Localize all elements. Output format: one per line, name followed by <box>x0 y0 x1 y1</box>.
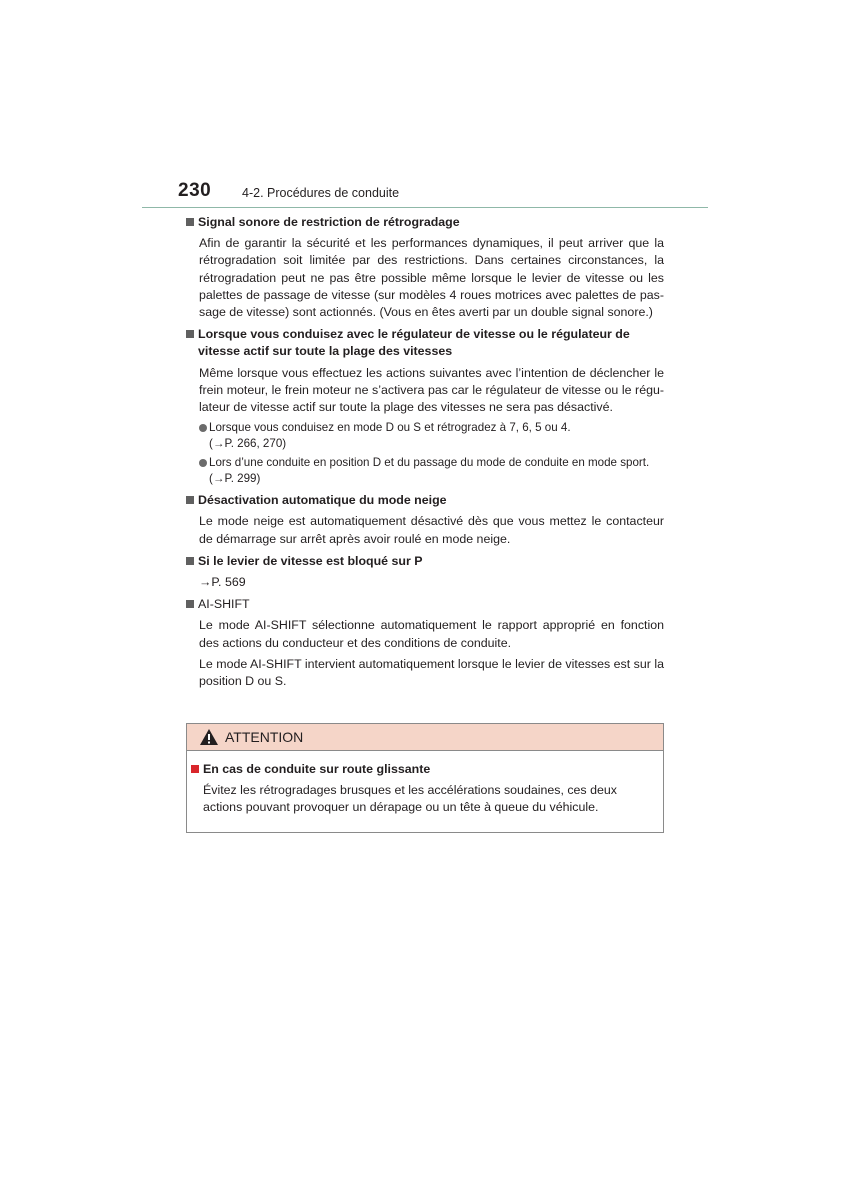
warning-header <box>187 724 663 751</box>
square-bullet-icon <box>186 496 194 504</box>
chapter-title: 4-2. Procédures de conduite <box>242 186 400 200</box>
paragraph: Même lorsque vous effectuez les actions suivantes avec l’intention de déclencher le frein moteur, le frein moteur ne s’activera pas car le régulateur de vitesse ou le régu-lateur de vitesse actif sur toute la plage des vitesses ne sera pas désactivé. <box>199 365 664 415</box>
square-bullet-icon <box>186 218 194 226</box>
warning-label: ATTENTION <box>225 729 304 745</box>
section-snow-mode <box>186 492 664 548</box>
round-bullet-icon <box>199 459 207 467</box>
warning-body <box>187 751 663 817</box>
square-bullet-icon <box>186 600 194 608</box>
square-bullet-icon <box>186 330 194 338</box>
section-title: Désactivation automatique du mode neige <box>198 493 447 508</box>
main-content <box>186 214 664 695</box>
header-divider <box>142 207 708 208</box>
section-title: Si le levier de vitesse est bloqué sur P <box>198 553 423 568</box>
section-heading <box>186 596 664 613</box>
section-title: AI-SHIFT <box>198 597 250 612</box>
section-heading <box>186 553 664 570</box>
section-heading <box>186 214 664 231</box>
warning-triangle-icon <box>199 728 219 746</box>
list-item-text: Lors d’une conduite en position D et du passage du mode de conduite en mode sport. <box>209 456 650 470</box>
section-title: Lorsque vous conduisez avec le régulateur de vitesse ou le régulateur de vitesse actif sur toute la plage des vitesses <box>198 327 630 359</box>
section-title: Signal sonore de restriction de rétrogradage <box>198 215 460 229</box>
section-heading <box>186 326 664 360</box>
section-heading <box>186 492 664 509</box>
warning-heading <box>191 761 663 778</box>
warning-text: Évitez les rétrogradages brusques et les accélérations soudaines, ces deux actions pouvant provoquer un dérapage ou un tête à queue du véhicule. <box>203 783 617 815</box>
list-item <box>199 455 664 487</box>
list-item <box>199 420 664 452</box>
page-reference: →P. 569 <box>199 575 246 590</box>
square-bullet-icon <box>186 557 194 565</box>
paragraph: Le mode AI-SHIFT sélectionne automatiquement le rapport approprié en fonction des actions du conducteur et des conditions de conduite. <box>199 618 664 650</box>
page-reference: (→P. 299) <box>209 472 261 486</box>
page-number: 230 <box>178 180 212 201</box>
red-square-bullet-icon <box>191 765 199 773</box>
section-lever-locked <box>186 553 664 591</box>
warning-title: En cas de conduite sur route glissante <box>203 762 431 776</box>
paragraph: Afin de garantir la sécurité et les performances dynamiques, il peut arriver que la rétrogradation soit limitée par des restrictions. Dans certaines circonstances, la rétrogradation peut ne pas être possible même lorsque le levier de vitesse ou les palettes de passage de vitesse (sur modèles 4 roues motrices avec palettes de pas-sage de vitesse) sont actionnés. (Vous en êtes averti par un double signal sonore.) <box>199 236 664 320</box>
page-reference: (→P. 266, 270) <box>209 437 287 451</box>
warning-box <box>186 723 664 833</box>
list-item-text: Lorsque vous conduisez en mode D ou S et rétrogradez à 7, 6, 5 ou 4. <box>209 421 571 435</box>
section-downshift-restriction <box>186 214 664 321</box>
paragraph: Le mode AI-SHIFT intervient automatiquement lorsque le levier de vitesses est sur la position D ou S. <box>199 656 664 689</box>
paragraph: Le mode neige est automatiquement désactivé dès que vous mettez le contacteur de démarrage sur arrêt après avoir roulé en mode neige. <box>199 514 664 546</box>
section-cruise-control <box>186 326 664 487</box>
section-ai-shift <box>186 596 664 690</box>
round-bullet-icon <box>199 424 207 432</box>
